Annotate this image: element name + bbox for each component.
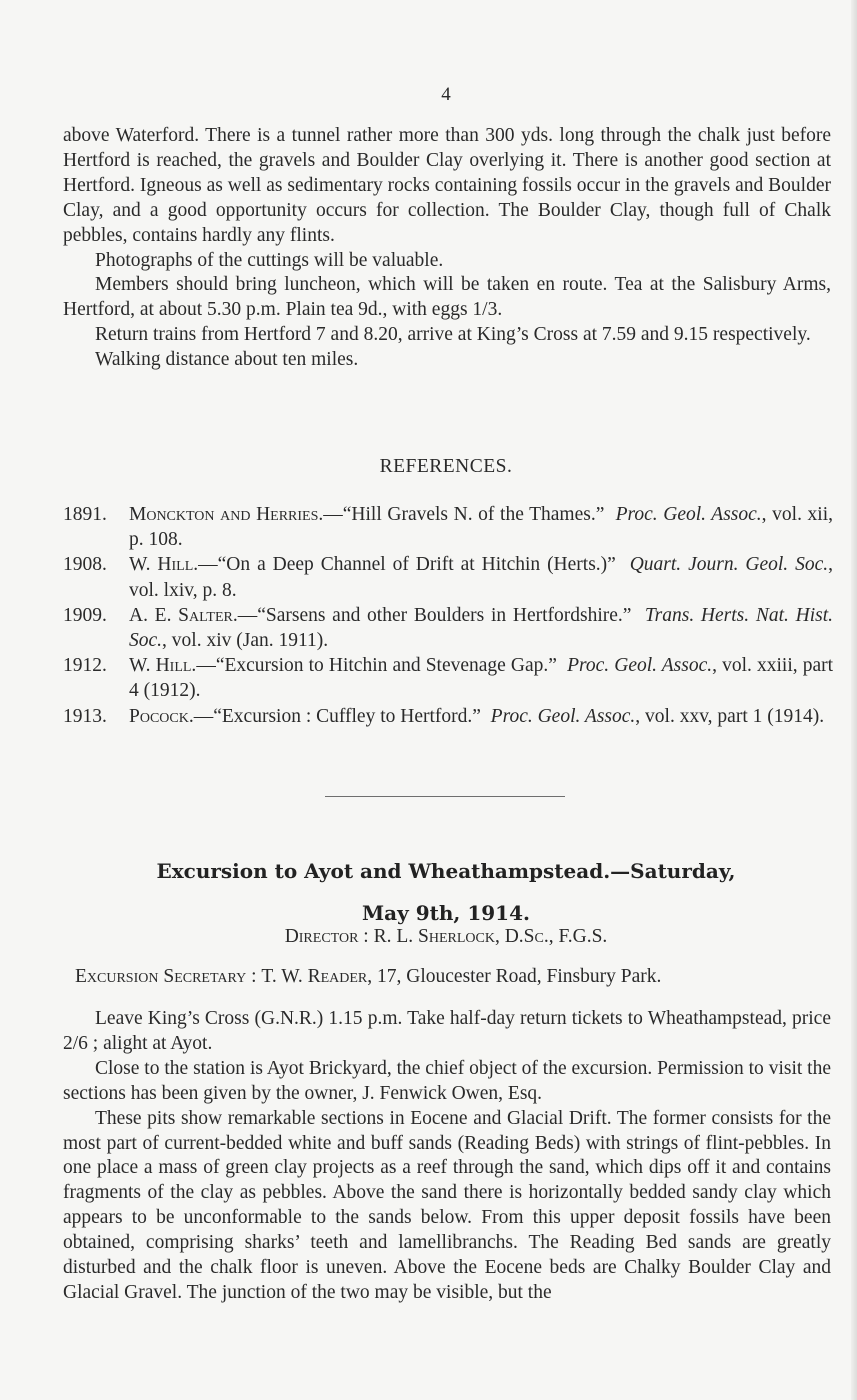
paragraph: Leave King’s Cross (G.N.R.) 1.15 p.m. Take half-day return tickets to Wheathampstead, price 2/6 ; alight at Ayot. <box>63 1008 831 1054</box>
excursion-title-line1: Excursion to Ayot and Wheathampstead.—Saturday, <box>156 859 736 883</box>
reference-author: W. Hill. <box>129 655 197 677</box>
director-label: Director : <box>284 926 369 947</box>
reference-title: —“Excursion to Hitchin and Stevenage Gap.” <box>196 655 557 677</box>
references-list <box>63 502 833 729</box>
reference-journal: Proc. Geol. Assoc. <box>615 504 762 525</box>
section-divider <box>325 796 565 797</box>
reference-year: 1909. <box>63 604 107 626</box>
paragraph: Close to the station is Ayot Brickyard, the chief object of the excursion. Permission to visit the sections has been given by the owner, J. Fenwick Owen, Esq. <box>63 1057 831 1104</box>
paragraph: Walking distance about ten miles. <box>95 349 359 371</box>
reference-item <box>63 502 833 552</box>
paragraph: Members should bring luncheon, which will be taken en route. Tea at the Salisbury Arms, Hertford, at about 5.30 p.m. Plain tea 9d., with eggs 1/3. <box>63 274 831 321</box>
secretary-address: 17, Gloucester Road, Finsbury Park. <box>377 966 662 987</box>
reference-year: 1891. <box>63 504 107 525</box>
reference-title: —“Hill Gravels N. of the Thames.” <box>323 504 605 525</box>
references-heading: REFERENCES. <box>379 456 513 477</box>
section-hertford-continued <box>63 124 831 373</box>
reference-details: , vol. xiv (Jan. 1911). <box>162 630 329 652</box>
reference-author: Monckton and Herries. <box>129 504 324 525</box>
reference-journal: Proc. Geol. Assoc. <box>490 705 636 727</box>
reference-journal: Proc. Geol. Assoc. <box>567 655 713 677</box>
reference-author: Pocock. <box>129 705 194 727</box>
section-ayot-excursion <box>63 1007 831 1306</box>
reference-author: A. E. Salter. <box>129 604 238 626</box>
reference-item <box>63 603 833 653</box>
secretary-line <box>75 966 835 988</box>
page-number: 4 <box>441 84 451 105</box>
reference-year: 1912. <box>63 655 107 677</box>
paragraph: Photographs of the cuttings will be valuable. <box>95 249 444 271</box>
reference-item <box>63 653 833 703</box>
director-line <box>0 926 857 948</box>
reference-details: , vol. xxv, part 1 (1914). <box>635 705 825 727</box>
secretary-name: T. W. Reader, <box>261 966 373 987</box>
reference-details: , vol. lxiv, p. 8. <box>129 554 833 601</box>
excursion-title-line2: May 9th, 1914. <box>362 901 530 925</box>
paragraph: Return trains from Hertford 7 and 8.20, arrive at King’s Cross at 7.59 and 9.15 respectively. <box>95 324 811 346</box>
reference-journal: Quart. Journ. Geol. Soc. <box>629 554 829 576</box>
secretary-label: Excursion Secretary : <box>75 966 257 987</box>
excursion-heading <box>0 850 857 934</box>
reference-title: —“Excursion : Cuffley to Hertford.” <box>193 705 481 727</box>
reference-author: W. Hill. <box>129 554 199 576</box>
page-edge-shadow <box>851 0 857 1400</box>
reference-journal: Trans. Herts. Nat. Hist. Soc. <box>129 604 833 652</box>
director-name: R. L. Sherlock, D.Sc., F.G.S. <box>373 926 608 947</box>
reference-item <box>63 552 833 602</box>
paragraph: above Waterford. There is a tunnel rather more than 300 yds. long through the chalk just before Hertford is reached, the gravels and Boulder Clay overlying it. There is another good section at Hertford. Igneous as well as sedimentary rocks containing fossils occur in the gravels and Boulder Clay, and a good opportunity occurs for collection. The Boulder Clay, though full of Chalk pebbles, contains hardly any flints. <box>63 125 831 246</box>
paragraph: These pits show remarkable sections in Eocene and Glacial Drift. The former consists for the most part of current-bedded white and buff sands (Reading Beds) with strings of flint-pebbles. In one place a mass of green clay projects as a reef through the sand, which dips off it and contains fragments of the clay as pebbles. Above the sand there is horizontally bedded sandy clay which appears to be unconformable to the sands below. From this upper deposit fossils have been obtained, comprising sharks’ teeth and lamellibranchs. The Reading Bed sands are greatly disturbed and the chalk floor is uneven. Above the Eocene beds are Chalky Boulder Clay and Glacial Gravel. The junction of the two may be visible, but the <box>63 1107 831 1303</box>
reference-year: 1908. <box>63 554 107 576</box>
reference-item <box>63 704 833 729</box>
reference-year: 1913. <box>63 705 107 727</box>
reference-title: —“On a Deep Channel of Drift at Hitchin (Herts.)” <box>198 554 616 576</box>
reference-title: —“Sarsens and other Boulders in Hertfordshire.” <box>237 604 632 626</box>
reference-details: , vol. xii, p. 108. <box>129 504 834 551</box>
reference-details: , vol. xxiii, part 4 (1912). <box>129 655 834 702</box>
